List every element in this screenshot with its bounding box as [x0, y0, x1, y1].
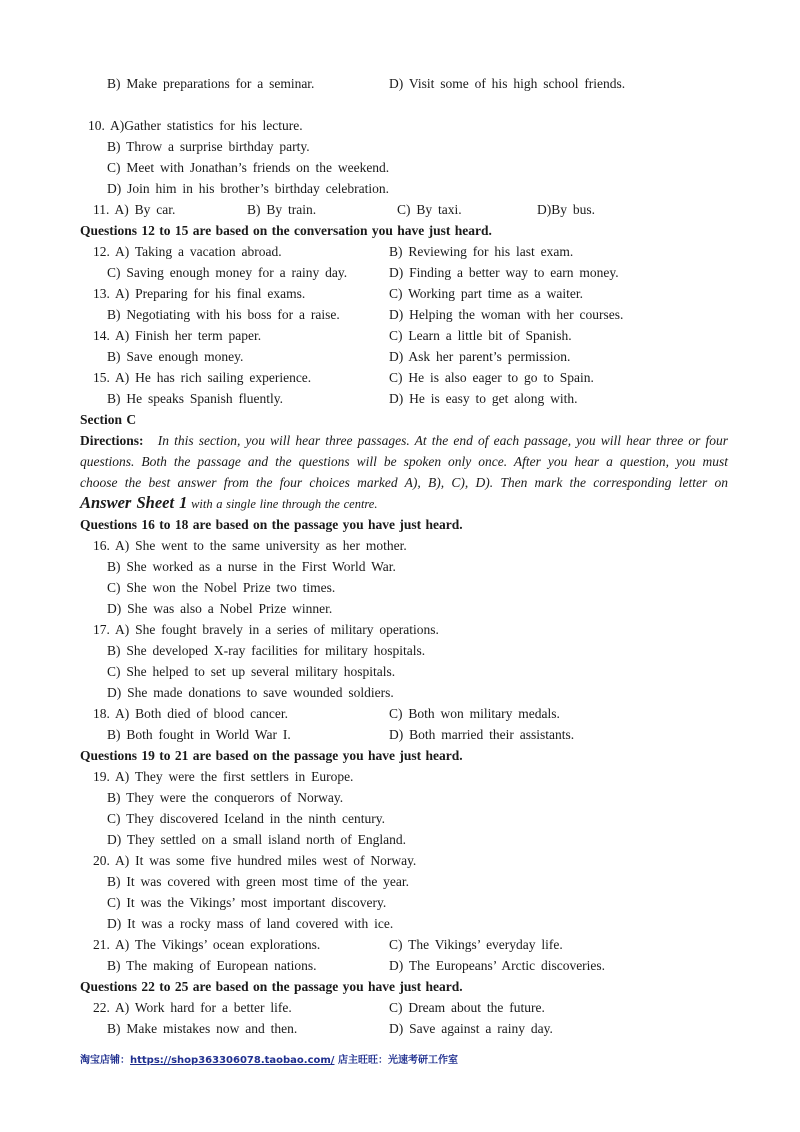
- directions-line-4: [80, 494, 378, 513]
- footer-shop-label: 淘宝店铺：: [80, 1055, 130, 1066]
- q9-option-b: B) Make preparations for a seminar.: [107, 76, 315, 91]
- q10-option-c: C) Meet with Jonathan’s friends on the weekend.: [107, 160, 390, 175]
- footer-owner-label: 店主旺旺：光速考研工作室: [334, 1055, 458, 1066]
- q15-option-d: D) He is easy to get along with.: [389, 391, 578, 406]
- directions-label: Directions:: [80, 433, 144, 448]
- directions-text-4: with a single line through the centre.: [187, 497, 378, 511]
- section-c-title: Section C: [80, 412, 137, 427]
- q15-option-b: B) He speaks Spanish fluently.: [107, 391, 283, 406]
- q12-option-a: 12. A) Taking a vacation abroad.: [93, 244, 282, 259]
- q13-option-d: D) Helping the woman with her courses.: [389, 307, 624, 322]
- q18-option-c: C) Both won military medals.: [389, 706, 560, 721]
- q21-option-b: B) The making of European nations.: [107, 958, 317, 973]
- section-heading-16-18: Questions 16 to 18 are based on the passage you have just heard.: [80, 517, 463, 532]
- q11-option-c: C) By taxi.: [397, 202, 462, 217]
- q9-option-d: D) Visit some of his high school friends.: [389, 76, 626, 91]
- q19-option-a: 19. A) They were the first settlers in Europe.: [93, 769, 354, 784]
- answer-sheet-label: Answer Sheet 1: [80, 493, 188, 512]
- directions-line-2: questions. Both the passage and the questions will be spoken only once. After you hear a question, you must: [80, 454, 728, 469]
- q17-option-c: C) She helped to set up several military hospitals.: [107, 664, 396, 679]
- q18-option-d: D) Both married their assistants.: [389, 727, 575, 742]
- footer-shop-link[interactable]: https://shop363306078.taobao.com/: [130, 1055, 335, 1066]
- q14-option-c: C) Learn a little bit of Spanish.: [389, 328, 572, 343]
- q16-option-c: C) She won the Nobel Prize two times.: [107, 580, 336, 595]
- q11-option-d: D)By bus.: [537, 202, 596, 217]
- q12-option-d: D) Finding a better way to earn money.: [389, 265, 619, 280]
- directions-line-3: choose the best answer from the four choices marked A), B), C), D). Then mark the corresponding letter on: [80, 475, 728, 490]
- q10-option-b: B) Throw a surprise birthday party.: [107, 139, 310, 154]
- q19-option-c: C) They discovered Iceland in the ninth century.: [107, 811, 386, 826]
- q19-option-b: B) They were the conquerors of Norway.: [107, 790, 344, 805]
- q16-option-d: D) She was also a Nobel Prize winner.: [107, 601, 333, 616]
- section-heading-12-15: Questions 12 to 15 are based on the conversation you have just heard.: [80, 223, 492, 238]
- directions-text-1: In this section, you will hear three passages. At the end of each passage, you will hear three or four: [157, 433, 729, 448]
- q21-option-a: 21. A) The Vikings’ ocean explorations.: [93, 937, 321, 952]
- q17-option-a: 17. A) She fought bravely in a series of military operations.: [93, 622, 439, 637]
- q21-option-c: C) The Vikings’ everyday life.: [389, 937, 563, 952]
- q14-option-b: B) Save enough money.: [107, 349, 244, 364]
- page-footer: [80, 1051, 458, 1066]
- q12-option-b: B) Reviewing for his last exam.: [389, 244, 574, 259]
- q18-option-a: 18. A) Both died of blood cancer.: [93, 706, 288, 721]
- q17-option-d: D) She made donations to save wounded soldiers.: [107, 685, 394, 700]
- q10-option-a: 10. A)Gather statistics for his lecture.: [88, 118, 303, 133]
- q21-option-d: D) The Europeans’ Arctic discoveries.: [389, 958, 606, 973]
- q20-option-a: 20. A) It was some five hundred miles west of Norway.: [93, 853, 417, 868]
- q17-option-b: B) She developed X-ray facilities for military hospitals.: [107, 643, 426, 658]
- q13-option-b: B) Negotiating with his boss for a raise.: [107, 307, 340, 322]
- section-heading-19-21: Questions 19 to 21 are based on the passage you have just heard.: [80, 748, 463, 763]
- q13-option-a: 13. A) Preparing for his final exams.: [93, 286, 306, 301]
- q15-option-a: 15. A) He has rich sailing experience.: [93, 370, 312, 385]
- q20-option-d: D) It was a rocky mass of land covered with ice.: [107, 916, 394, 931]
- section-heading-22-25: Questions 22 to 25 are based on the passage you have just heard.: [80, 979, 463, 994]
- q12-option-c: C) Saving enough money for a rainy day.: [107, 265, 348, 280]
- q22-option-a: 22. A) Work hard for a better life.: [93, 1000, 292, 1015]
- q11-option-b: B) By train.: [247, 202, 317, 217]
- q14-option-d: D) Ask her parent’s permission.: [389, 349, 571, 364]
- q16-option-a: 16. A) She went to the same university as her mother.: [93, 538, 407, 553]
- q15-option-c: C) He is also eager to go to Spain.: [389, 370, 594, 385]
- q22-option-b: B) Make mistakes now and then.: [107, 1021, 298, 1036]
- q16-option-b: B) She worked as a nurse in the First World War.: [107, 559, 396, 574]
- q10-option-d: D) Join him in his brother’s birthday celebration.: [107, 181, 389, 196]
- q20-option-c: C) It was the Vikings’ most important discovery.: [107, 895, 387, 910]
- q13-option-c: C) Working part time as a waiter.: [389, 286, 583, 301]
- q14-option-a: 14. A) Finish her term paper.: [93, 328, 262, 343]
- q20-option-b: B) It was covered with green most time of the year.: [107, 874, 410, 889]
- q11-option-a: 11. A) By car.: [93, 202, 176, 217]
- q22-option-d: D) Save against a rainy day.: [389, 1021, 553, 1036]
- q18-option-b: B) Both fought in World War I.: [107, 727, 291, 742]
- q22-option-c: C) Dream about the future.: [389, 1000, 545, 1015]
- q19-option-d: D) They settled on a small island north of England.: [107, 832, 406, 847]
- directions-line-1: [80, 432, 728, 449]
